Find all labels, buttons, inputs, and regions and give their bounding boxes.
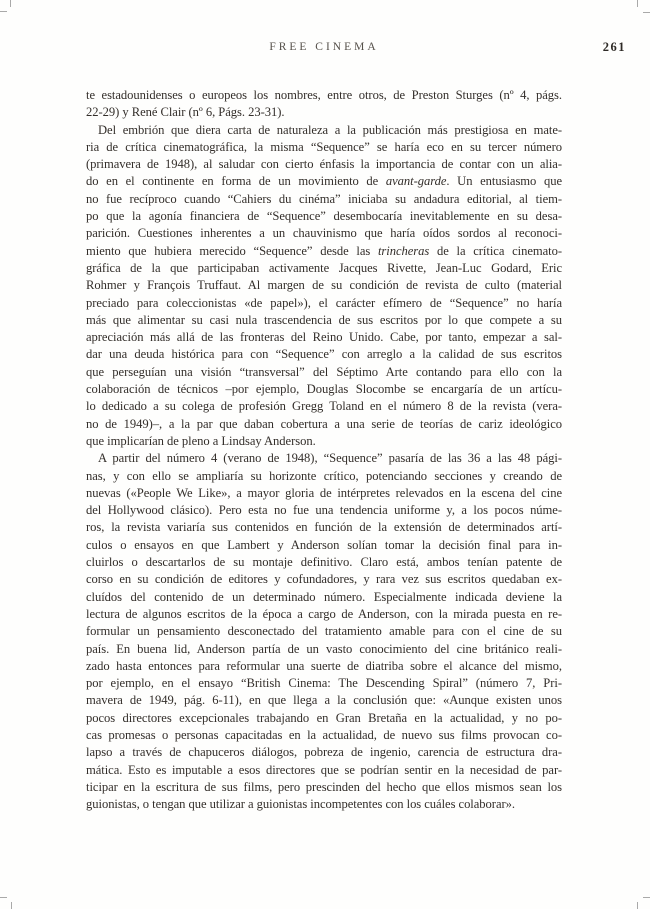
text-line: corso en su condición de editores y cofundadores, y rara vez sus escritos quedaban ex-: [86, 572, 562, 587]
text-line: culos o ensayos en que Lambert y Anderson solían tomar la decisión final para in-: [86, 537, 562, 552]
text-line: miento que hubiera merecido “Sequence” desde las trincheras de la crítica cinemato-: [86, 243, 562, 258]
text-line: preciado para coleccionistas «de papel»), el carácter efímero de “Sequence” no haría: [86, 295, 562, 310]
text-line: do en el continente en forma de un movimiento de avant-garde. Un entusiasmo que: [86, 174, 562, 189]
crop-mark-top-left-vertical: [10, 0, 11, 7]
text-line: más que alimentar su casi nula trascendencia de sus escritos por lo que compete a su: [86, 312, 562, 327]
page-number: 261: [602, 40, 626, 54]
text-line: po que la agonía financiera de “Sequence” desembocaría inevitablemente en su desa-: [86, 209, 562, 224]
text-line: te estadounidenses o europeos los nombres, entre otros, de Preston Sturges (nº 4, págs.: [86, 88, 562, 102]
text-line: Del embrión que diera carta de naturaleza a la publicación más prestigiosa en mate-: [98, 122, 562, 137]
text-line: pocos directores excepcionales trabajando en Gran Bretaña en la actualidad, y no po-: [86, 710, 562, 725]
text-line: lo dedicado a su colega de profesión Gregg Toland en el número 8 de la revista (vera-: [86, 399, 562, 414]
text-line: zado hasta entonces para reformular una suerte de diatriba sobre el alcance del mismo,: [86, 658, 562, 673]
crop-mark-bottom-left-horizontal: [0, 897, 7, 898]
text-line: no de 1949)–, a la par que daban cobertura a una serie de teorías de cariz ideológico: [86, 416, 562, 431]
text-line: mavera de 1949, pág. 6-11), en que llega a la conclusión que: «Aunque existen unos: [86, 693, 562, 708]
crop-mark-bottom-left-vertical: [11, 902, 12, 909]
italic-text: trincheras: [377, 243, 430, 258]
text-line: lectura de algunos escritos de la época a cargo de Anderson, con la mirada puesta en re-: [86, 606, 562, 621]
text-line: formular un pensamiento desconectado del tratamiento amable para con el cine de su: [86, 624, 562, 639]
text-line: A partir del número 4 (verano de 1948), “Sequence” pasaría de las 36 a las 48 pági-: [98, 451, 562, 466]
crop-mark-bottom-right-vertical: [637, 902, 638, 909]
body-text-block: [86, 87, 562, 813]
paragraph: [86, 450, 562, 813]
text-line: apreciación más allá de las fronteras del Reino Unido. Cabe, por tanto, empezar a sal-: [86, 330, 562, 345]
text-line: (primavera de 1948), al saludar con cierto énfasis la importancia de contar con un alia-: [86, 157, 562, 172]
text-line: colaboración de técnicos –por ejemplo, Douglas Slocombe se encargaría de un artícu-: [86, 382, 562, 397]
text-line: guionistas, o tengan que utilizar a guionistas incompetentes con los cuáles colaborar».: [86, 797, 515, 812]
text-line: gráfica de la que participaban activamente Jacques Rivette, Jean-Luc Godard, Eric: [86, 260, 562, 275]
text-line: dar una deuda histórica para con “Sequence” con arreglo a la calidad de sus escritos: [86, 347, 562, 362]
text-line: cluirlos o descartarlos de su montaje definitivo. Claro está, ambos tenían patente de: [86, 555, 562, 570]
crop-mark-top-right-horizontal: [643, 12, 650, 13]
text-line: ticipar en la escritura de sus films, pero prescinden del hecho que ellos mismos sean los: [86, 779, 562, 794]
text-line: cas promesas o personas capacitadas en la actualidad, de nuevo sus films provocan co-: [86, 727, 562, 742]
paragraph: [86, 87, 562, 122]
page-title: FREE CINEMA: [269, 41, 379, 53]
paragraph: [86, 122, 562, 451]
text-line: que implicarían de pleno a Lindsay Anderson.: [86, 433, 316, 448]
crop-mark-bottom-right-horizontal: [643, 897, 650, 898]
text-line: no fue recíproco cuando “Cahiers du cinéma” iniciaba su andadura editorial, al tiem-: [86, 191, 562, 206]
text-line: por ejemplo, en el ensayo “British Cinema: The Descending Spiral” (número 7, Pri-: [86, 676, 562, 691]
text-line: cluídos del contenido de un determinado número. Especialmente indicada deviene la: [86, 589, 562, 604]
text-line: nas, y con ello se ampliaría su horizonte crítico, potenciando secciones y creando de: [86, 468, 562, 483]
running-header: [86, 41, 562, 53]
crop-mark-top-left-horizontal: [0, 11, 7, 12]
text-line: ros, la revista variaría sus contenidos en función de la extensión de determinados artí-: [86, 520, 562, 535]
text-line: parición. Cuestiones inherentes a un chauvinismo que haría oídos sordos al reconoci-: [86, 226, 562, 241]
text-line: país. En buena lid, Anderson partía de un vasto conocimiento del cine británico reali-: [86, 641, 562, 656]
crop-mark-top-right-vertical: [637, 0, 638, 7]
italic-text: avant-garde: [385, 174, 447, 189]
text-line: Rohmer y François Truffaut. Al margen de su condición de revista de culto (material: [86, 278, 562, 293]
text-line: que perseguían una visión “transversal” del Séptimo Arte contando para ello con la: [86, 364, 562, 379]
text-line: nuevas («People We Like», a mayor gloria de intérpretes relevados en la escena del cine: [86, 485, 562, 500]
text-line: 22-29) y René Clair (nº 6, Págs. 23-31).: [86, 105, 285, 120]
text-line: del Hollywood clásico). Pero esta no fue una tendencia uniforme y, a los pocos núme-: [86, 503, 562, 518]
text-line: lapso a través de chapuceros diálogos, pobreza de ingenio, carencia de estructura dra-: [86, 745, 562, 760]
text-line: ria de crítica cinematográfica, la misma “Sequence” se haría eco en su tercer número: [86, 139, 562, 154]
text-line: mática. Esto es imputable a esos directores que se podrían sentir en la necesidad de par-: [86, 762, 562, 777]
